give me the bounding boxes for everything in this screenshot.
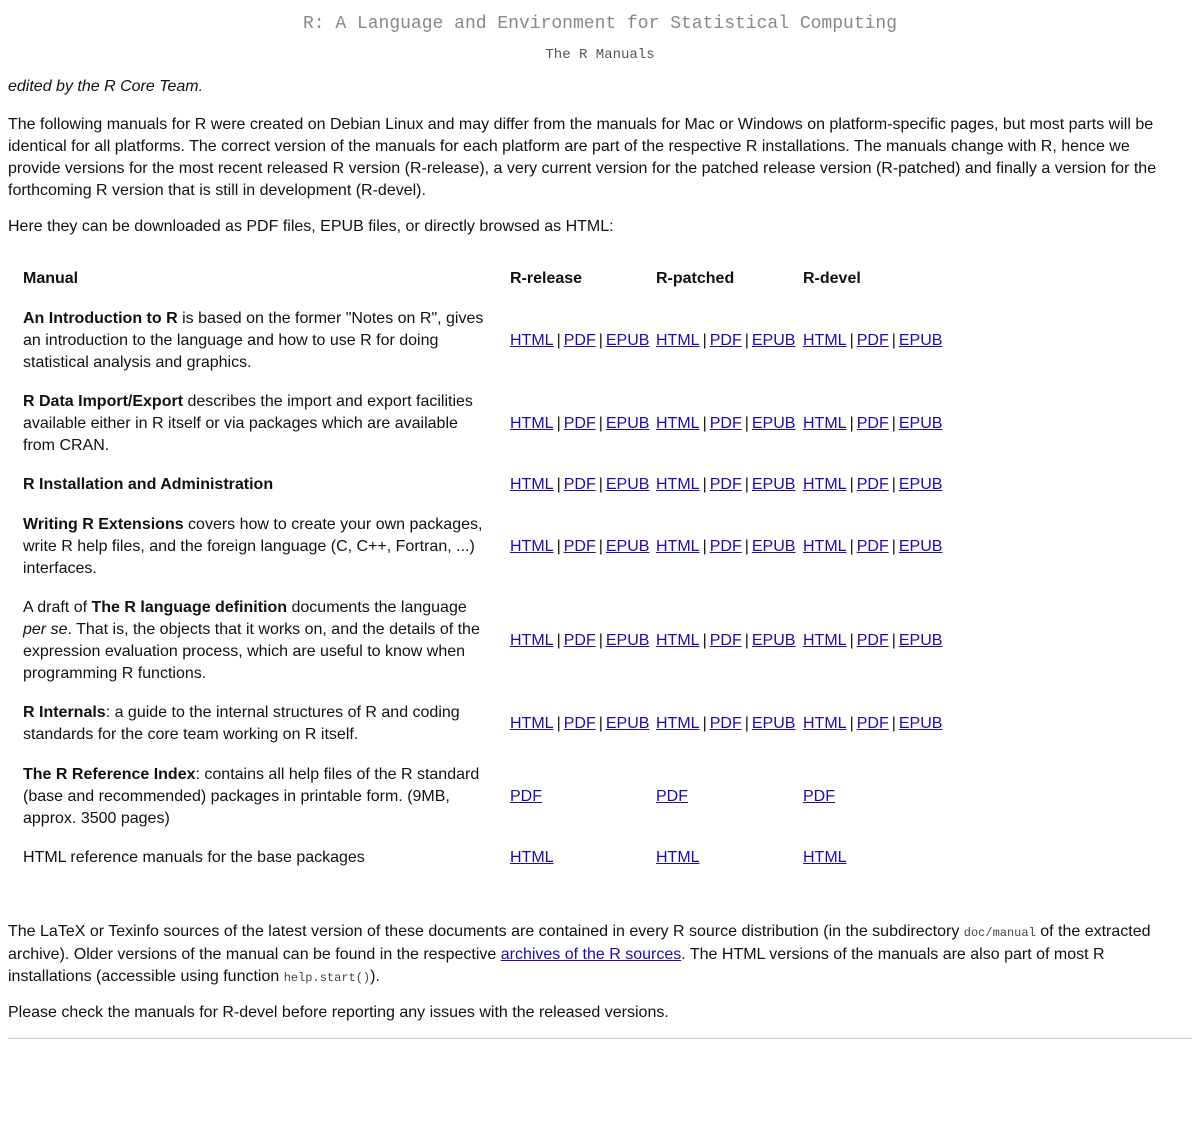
html-link[interactable]: HTML <box>803 415 847 432</box>
pdf-link[interactable]: PDF <box>709 476 742 493</box>
epub-link[interactable]: EPUB <box>898 715 943 732</box>
manual-description: R Data Import/Export describes the import and export facilities available either in R itself or via packages which are available from CRAN. <box>23 393 473 454</box>
link-separator: | <box>849 415 854 432</box>
link-separator: | <box>598 476 603 493</box>
pdf-link[interactable]: PDF <box>563 538 596 555</box>
divider <box>8 1038 1192 1039</box>
epub-link[interactable]: EPUB <box>898 476 943 493</box>
link-separator: | <box>849 632 854 649</box>
links-devel <box>803 847 847 869</box>
link-separator: | <box>744 538 749 555</box>
table-row <box>23 847 953 869</box>
download-paragraph: Here they can be downloaded as PDF files, EPUB files, or directly browsed as HTML: <box>8 218 614 235</box>
pdf-link[interactable]: PDF <box>856 632 889 649</box>
link-separator: | <box>891 415 896 432</box>
html-link[interactable]: HTML <box>656 632 700 649</box>
table-row <box>23 308 953 374</box>
links-release <box>510 330 649 352</box>
links-patched <box>656 713 795 735</box>
manual-description <box>23 847 491 869</box>
links-release <box>510 474 649 496</box>
pdf-link[interactable]: PDF <box>563 332 596 349</box>
manual-description: Writing R Extensions covers how to create your own packages, write R help files, and the foreign language (C, C++, Fortran, ...) interfaces. <box>23 516 483 577</box>
links-devel <box>803 536 942 558</box>
html-link[interactable]: HTML <box>510 415 554 432</box>
manual-description: R Internals: a guide to the internal structures of R and coding standards for the core team working on R itself. <box>23 704 460 743</box>
html-link[interactable]: HTML <box>656 415 700 432</box>
epub-link[interactable]: EPUB <box>605 476 650 493</box>
links-devel <box>803 330 942 352</box>
epub-link[interactable]: EPUB <box>605 632 650 649</box>
links-release <box>510 713 649 735</box>
links-devel <box>803 474 942 496</box>
table-row <box>23 474 953 496</box>
pdf-link[interactable]: PDF <box>563 476 596 493</box>
archives-link[interactable]: archives of the R sources <box>500 946 682 963</box>
links-release <box>510 536 649 558</box>
epub-link[interactable]: EPUB <box>751 332 796 349</box>
link-separator: | <box>598 715 603 732</box>
html-link[interactable]: HTML <box>656 476 700 493</box>
manual-description: The R Reference Index: contains all help files of the R standard (base and recommended) packages in printable form. (9MB, approx. 3500 pages) <box>23 766 480 827</box>
link-separator: | <box>598 538 603 555</box>
epub-link[interactable]: EPUB <box>605 332 650 349</box>
epub-link[interactable]: EPUB <box>605 715 650 732</box>
link-separator: | <box>556 632 561 649</box>
links-devel <box>803 713 942 735</box>
links-devel <box>803 413 942 435</box>
manual-title: The R Reference Index <box>23 766 196 783</box>
pdf-link[interactable]: PDF <box>856 332 889 349</box>
table-header-row <box>23 268 953 290</box>
table-row <box>23 514 953 580</box>
link-separator: | <box>702 538 707 555</box>
sources-paragraph: The LaTeX or Texinfo sources of the latest version of these documents are contained in every R source distribution (in the subdirectory doc/manual of the extracted archive). Older versions of the manual can be found in the respective archives of the R sources. The HTML versions of the manuals are also part of most R installations (accessible using function help.start()). <box>8 923 1151 985</box>
links-patched <box>656 786 688 808</box>
html-link[interactable]: HTML <box>803 849 847 866</box>
link-separator: | <box>556 415 561 432</box>
code-help-start: help.start() <box>283 971 371 985</box>
epub-link[interactable]: EPUB <box>898 332 943 349</box>
epub-link[interactable]: EPUB <box>898 538 943 555</box>
pdf-link[interactable]: PDF <box>709 332 742 349</box>
pdf-link[interactable]: PDF <box>709 632 742 649</box>
manual-title: R Data Import/Export <box>23 393 184 410</box>
epub-link[interactable]: EPUB <box>898 415 943 432</box>
link-separator: | <box>556 476 561 493</box>
links-patched <box>656 330 795 352</box>
pdf-link[interactable]: PDF <box>510 788 542 805</box>
manual-description <box>23 474 491 496</box>
links-patched <box>656 413 795 435</box>
html-link[interactable]: HTML <box>803 538 847 555</box>
link-separator: | <box>702 715 707 732</box>
manual-title: Writing R Extensions <box>23 516 184 533</box>
pdf-link[interactable]: PDF <box>656 788 688 805</box>
link-separator: | <box>702 632 707 649</box>
header-release: R-release <box>510 270 583 287</box>
table-row <box>23 764 953 830</box>
header-patched: R-patched <box>656 270 735 287</box>
link-separator: | <box>744 476 749 493</box>
html-link[interactable]: HTML <box>803 332 847 349</box>
table-row <box>23 702 953 746</box>
manual-title: R Installation and Administration <box>23 476 274 493</box>
intro-paragraph: The following manuals for R were created on Debian Linux and may differ from the manuals for Mac or Windows on platform-specific pages, but most parts will be identical for all platforms. The correct version of the manuals for each platform are part of the respective R installations. The manuals change with R, hence we provide versions for the most recent released R version (R-release), a very current version for the patched release version (R-patched) and finally a version for the forthcoming R version that is still in development (R-devel). <box>8 116 1157 199</box>
link-separator: | <box>702 332 707 349</box>
epub-link[interactable]: EPUB <box>751 538 796 555</box>
pdf-link[interactable]: PDF <box>563 715 596 732</box>
html-link[interactable]: HTML <box>510 538 554 555</box>
manual-title: R Internals <box>23 704 106 721</box>
links-devel <box>803 630 942 652</box>
page-title: R: A Language and Environment for Statistical Computing <box>302 14 898 34</box>
epub-link[interactable]: EPUB <box>751 415 796 432</box>
link-separator: | <box>891 476 896 493</box>
links-patched <box>656 474 795 496</box>
pdf-link[interactable]: PDF <box>856 715 889 732</box>
link-separator: | <box>849 476 854 493</box>
link-separator: | <box>556 715 561 732</box>
pdf-link[interactable]: PDF <box>709 715 742 732</box>
pdf-link[interactable]: PDF <box>803 788 835 805</box>
pdf-link[interactable]: PDF <box>563 632 596 649</box>
link-separator: | <box>744 632 749 649</box>
link-separator: | <box>744 415 749 432</box>
links-release <box>510 413 649 435</box>
devel-note: Please check the manuals for R-devel before reporting any issues with the released versions. <box>8 1004 669 1021</box>
header-manual: Manual <box>23 270 79 287</box>
links-patched <box>656 536 795 558</box>
pdf-link[interactable]: PDF <box>563 415 596 432</box>
links-release <box>510 786 542 808</box>
link-separator: | <box>556 332 561 349</box>
pdf-link[interactable]: PDF <box>856 415 889 432</box>
html-link[interactable]: HTML <box>656 849 700 866</box>
html-link[interactable]: HTML <box>803 476 847 493</box>
epub-link[interactable]: EPUB <box>751 632 796 649</box>
links-patched <box>656 630 795 652</box>
html-link[interactable]: HTML <box>656 538 700 555</box>
pdf-link[interactable]: PDF <box>709 415 742 432</box>
link-separator: | <box>891 332 896 349</box>
html-link[interactable]: HTML <box>510 715 554 732</box>
manual-title: An Introduction to R <box>23 310 178 327</box>
table-row <box>23 597 953 685</box>
links-release <box>510 847 554 869</box>
link-separator: | <box>744 715 749 732</box>
manual-description: A draft of The R language definition documents the language per se. That is, the objects that it works on, and the details of the expression evaluation process, which are useful to know when programming R functions. <box>23 599 480 682</box>
html-link[interactable]: HTML <box>803 715 847 732</box>
link-separator: | <box>598 632 603 649</box>
link-separator: | <box>849 332 854 349</box>
html-link[interactable]: HTML <box>803 632 847 649</box>
table-row <box>23 391 953 457</box>
edited-by: edited by the R Core Team. <box>8 78 204 95</box>
html-link[interactable]: HTML <box>656 332 700 349</box>
link-separator: | <box>702 415 707 432</box>
manual-description: An Introduction to R is based on the former "Notes on R", gives an introduction to the language and how to use R for doing statistical analysis and graphics. <box>23 310 484 371</box>
link-separator: | <box>702 476 707 493</box>
epub-link[interactable]: EPUB <box>898 632 943 649</box>
pdf-link[interactable]: PDF <box>709 538 742 555</box>
epub-link[interactable]: EPUB <box>605 538 650 555</box>
links-release <box>510 630 649 652</box>
link-separator: | <box>891 538 896 555</box>
pdf-link[interactable]: PDF <box>856 476 889 493</box>
links-devel <box>803 786 835 808</box>
link-separator: | <box>556 538 561 555</box>
link-separator: | <box>849 538 854 555</box>
page-subtitle: The R Manuals <box>545 47 655 63</box>
links-patched <box>656 847 700 869</box>
link-separator: | <box>744 332 749 349</box>
link-separator: | <box>598 415 603 432</box>
manual-title: The R language definition <box>91 599 288 616</box>
html-link[interactable]: HTML <box>510 476 554 493</box>
html-link[interactable]: HTML <box>656 715 700 732</box>
manuals-table <box>23 268 953 866</box>
link-separator: | <box>891 715 896 732</box>
manual-title: HTML reference manuals for the base packages <box>23 849 365 866</box>
link-separator: | <box>849 715 854 732</box>
epub-link[interactable]: EPUB <box>751 476 796 493</box>
link-separator: | <box>891 632 896 649</box>
pdf-link[interactable]: PDF <box>856 538 889 555</box>
code-doc-manual: doc/manual <box>963 926 1036 940</box>
link-separator: | <box>598 332 603 349</box>
epub-link[interactable]: EPUB <box>751 715 796 732</box>
html-link[interactable]: HTML <box>510 332 554 349</box>
epub-link[interactable]: EPUB <box>605 415 650 432</box>
html-link[interactable]: HTML <box>510 632 554 649</box>
header-devel: R-devel <box>803 270 861 287</box>
html-link[interactable]: HTML <box>510 849 554 866</box>
